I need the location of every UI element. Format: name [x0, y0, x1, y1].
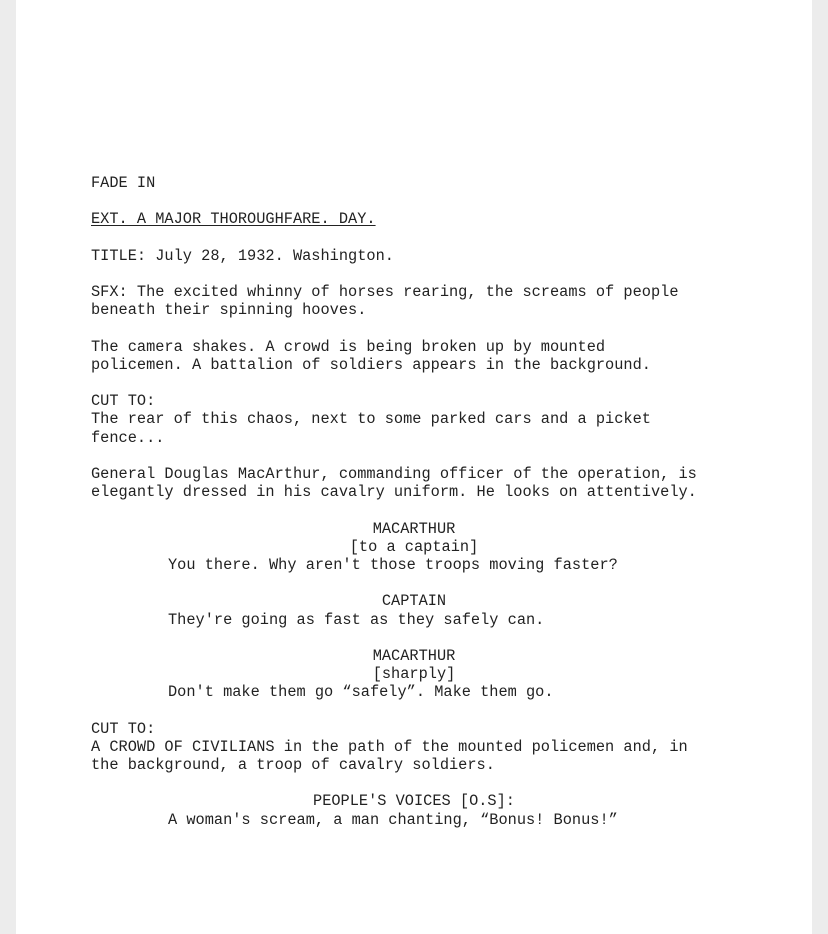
transition-cut-to: CUT TO: [91, 392, 156, 411]
action-line: A CROWD OF CIVILIANS in the path of the mounted policemen and, in [91, 737, 688, 756]
title-card: TITLE: July 28, 1932. Washington. [91, 246, 394, 265]
transition-fade-in: FADE IN [91, 174, 156, 192]
character-name: PEOPLE'S VOICES [O.S]: [313, 792, 515, 811]
sfx-line: SFX: The excited whinny of horses rearing, the screams of people [91, 283, 679, 302]
action-line: the background, a troop of cavalry soldiers. [91, 756, 495, 774]
dialogue-line: Don't make them go “safely”. Make them go. [168, 683, 554, 702]
sfx-line: beneath their spinning hooves. [91, 301, 367, 320]
action-line: policemen. A battalion of soldiers appears in the background. [91, 355, 651, 374]
character-name: CAPTAIN [381, 592, 447, 611]
action-line: The camera shakes. A crowd is being broken up by mounted [91, 337, 606, 356]
action-line: The rear of this chaos, next to some parked cars and a picket [91, 410, 651, 429]
scene-heading: EXT. A MAJOR THOROUGHFARE. DAY. [91, 210, 376, 229]
screenplay-body [91, 174, 741, 829]
dialogue-line: You there. Why aren't those troops moving faster? [168, 555, 618, 574]
dialogue-line: They're going as fast as they safely can. [168, 610, 545, 629]
parenthetical: [sharply] [372, 665, 456, 684]
character-name: MACARTHUR [372, 646, 456, 665]
action-line: General Douglas MacArthur, commanding officer of the operation, is [91, 465, 697, 483]
parenthetical: [to a captain] [349, 537, 479, 556]
action-line: fence... [91, 428, 165, 447]
character-name: MACARTHUR [372, 519, 456, 538]
action-line: elegantly dressed in his cavalry uniform. He looks on attentively. [91, 483, 697, 502]
dialogue-line: A woman's scream, a man chanting, “Bonus! Bonus!” [168, 810, 618, 829]
transition-cut-to: CUT TO: [91, 719, 156, 738]
script-page [16, 0, 812, 934]
